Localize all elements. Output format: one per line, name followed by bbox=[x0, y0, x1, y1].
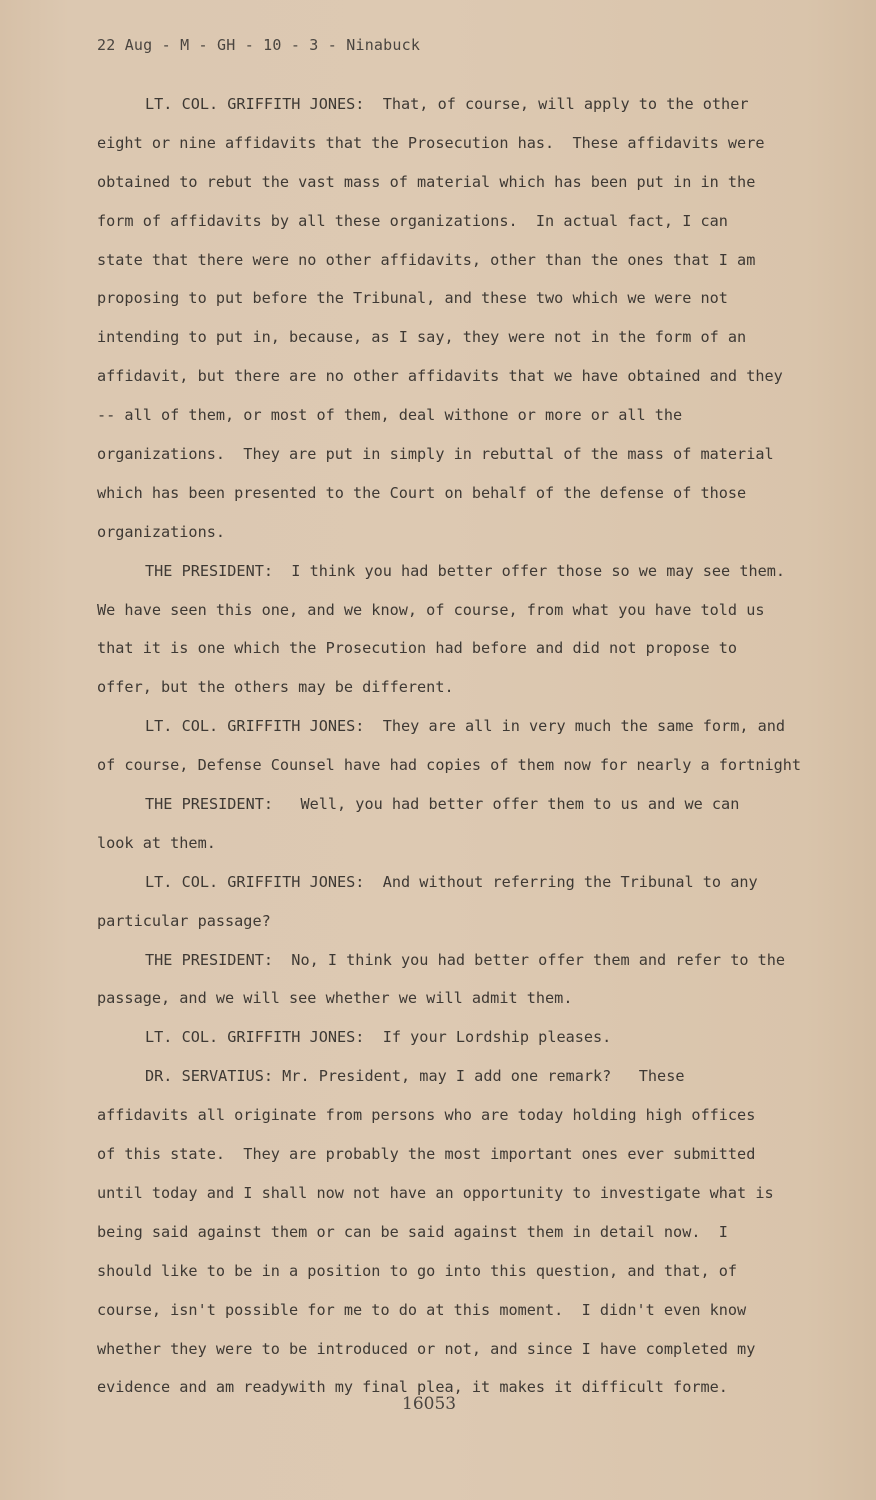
text-line: intending to put in, because, as I say, they were not in the form of an bbox=[97, 328, 747, 347]
page-number: 16053 bbox=[402, 1394, 457, 1414]
text-line: DR. SERVATIUS: Mr. President, may I add one remark? These bbox=[145, 1067, 685, 1086]
text-line: evidence and am readywith my final plea, it makes it difficult forme. bbox=[97, 1378, 728, 1397]
text-line: particular passage? bbox=[97, 911, 271, 930]
text-line: of course, Defense Counsel have had copies of them now for nearly a fortnight bbox=[97, 756, 802, 775]
text-line: which has been presented to the Court on behalf of the defense of those bbox=[97, 483, 747, 502]
text-line: should like to be in a position to go into this question, and that, of bbox=[97, 1261, 738, 1280]
text-line: THE PRESIDENT: I think you had better offer those so we may see them. bbox=[145, 561, 786, 580]
text-line: obtained to rebut the vast mass of material which has been put in in the bbox=[97, 172, 756, 191]
text-line: LT. COL. GRIFFITH JONES: That, of course, will apply to the other bbox=[145, 95, 749, 113]
text-line: of this state. They are probably the most important ones ever submitted bbox=[97, 1145, 756, 1164]
text-line: We have seen this one, and we know, of course, from what you have told us bbox=[97, 600, 765, 619]
text-line: passage, and we will see whether we will admit them. bbox=[97, 989, 573, 1008]
page-header: 22 Aug - M - GH - 10 - 3 - Ninabuck bbox=[97, 36, 421, 54]
text-line: LT. COL. GRIFFITH JONES: And without referring the Tribunal to any bbox=[145, 872, 758, 891]
text-line: proposing to put before the Tribunal, and these two which we were not bbox=[97, 289, 728, 308]
text-line: until today and I shall now not have an opportunity to investigate what is bbox=[97, 1183, 774, 1202]
text-line: LT. COL. GRIFFITH JONES: They are all in very much the same form, and bbox=[145, 717, 786, 736]
text-line: THE PRESIDENT: Well, you had better offer them to us and we can bbox=[145, 795, 740, 814]
text-line: offer, but the others may be different. bbox=[97, 678, 454, 697]
text-line: state that there were no other affidavits, other than the ones that I am bbox=[97, 250, 756, 269]
text-line: -- all of them, or most of them, deal withone or more or all the bbox=[97, 406, 683, 425]
text-line: being said against them or can be said against them in detail now. I bbox=[97, 1222, 728, 1241]
text-line: look at them. bbox=[97, 833, 216, 852]
text-line: that it is one which the Prosecution had before and did not propose to bbox=[97, 639, 738, 658]
text-line: LT. COL. GRIFFITH JONES: If your Lordship pleases. bbox=[145, 1028, 612, 1047]
text-line: whether they were to be introduced or not, and since I have completed my bbox=[97, 1339, 756, 1358]
text-line: affidavit, but there are no other affidavits that we have obtained and they bbox=[97, 367, 783, 386]
text-line: form of affidavits by all these organizations. In actual fact, I can bbox=[97, 211, 728, 230]
text-line: organizations. They are put in simply in rebuttal of the mass of material bbox=[97, 445, 774, 464]
transcript-body bbox=[97, 92, 833, 1414]
text-line: eight or nine affidavits that the Prosecution has. These affidavits were bbox=[97, 133, 765, 152]
text-line: organizations. bbox=[97, 522, 226, 541]
text-line: course, isn't possible for me to do at this moment. I didn't even know bbox=[97, 1300, 747, 1319]
text-line: affidavits all originate from persons who are today holding high offices bbox=[97, 1106, 756, 1125]
text-line: THE PRESIDENT: No, I think you had better offer them and refer to the bbox=[145, 950, 786, 969]
